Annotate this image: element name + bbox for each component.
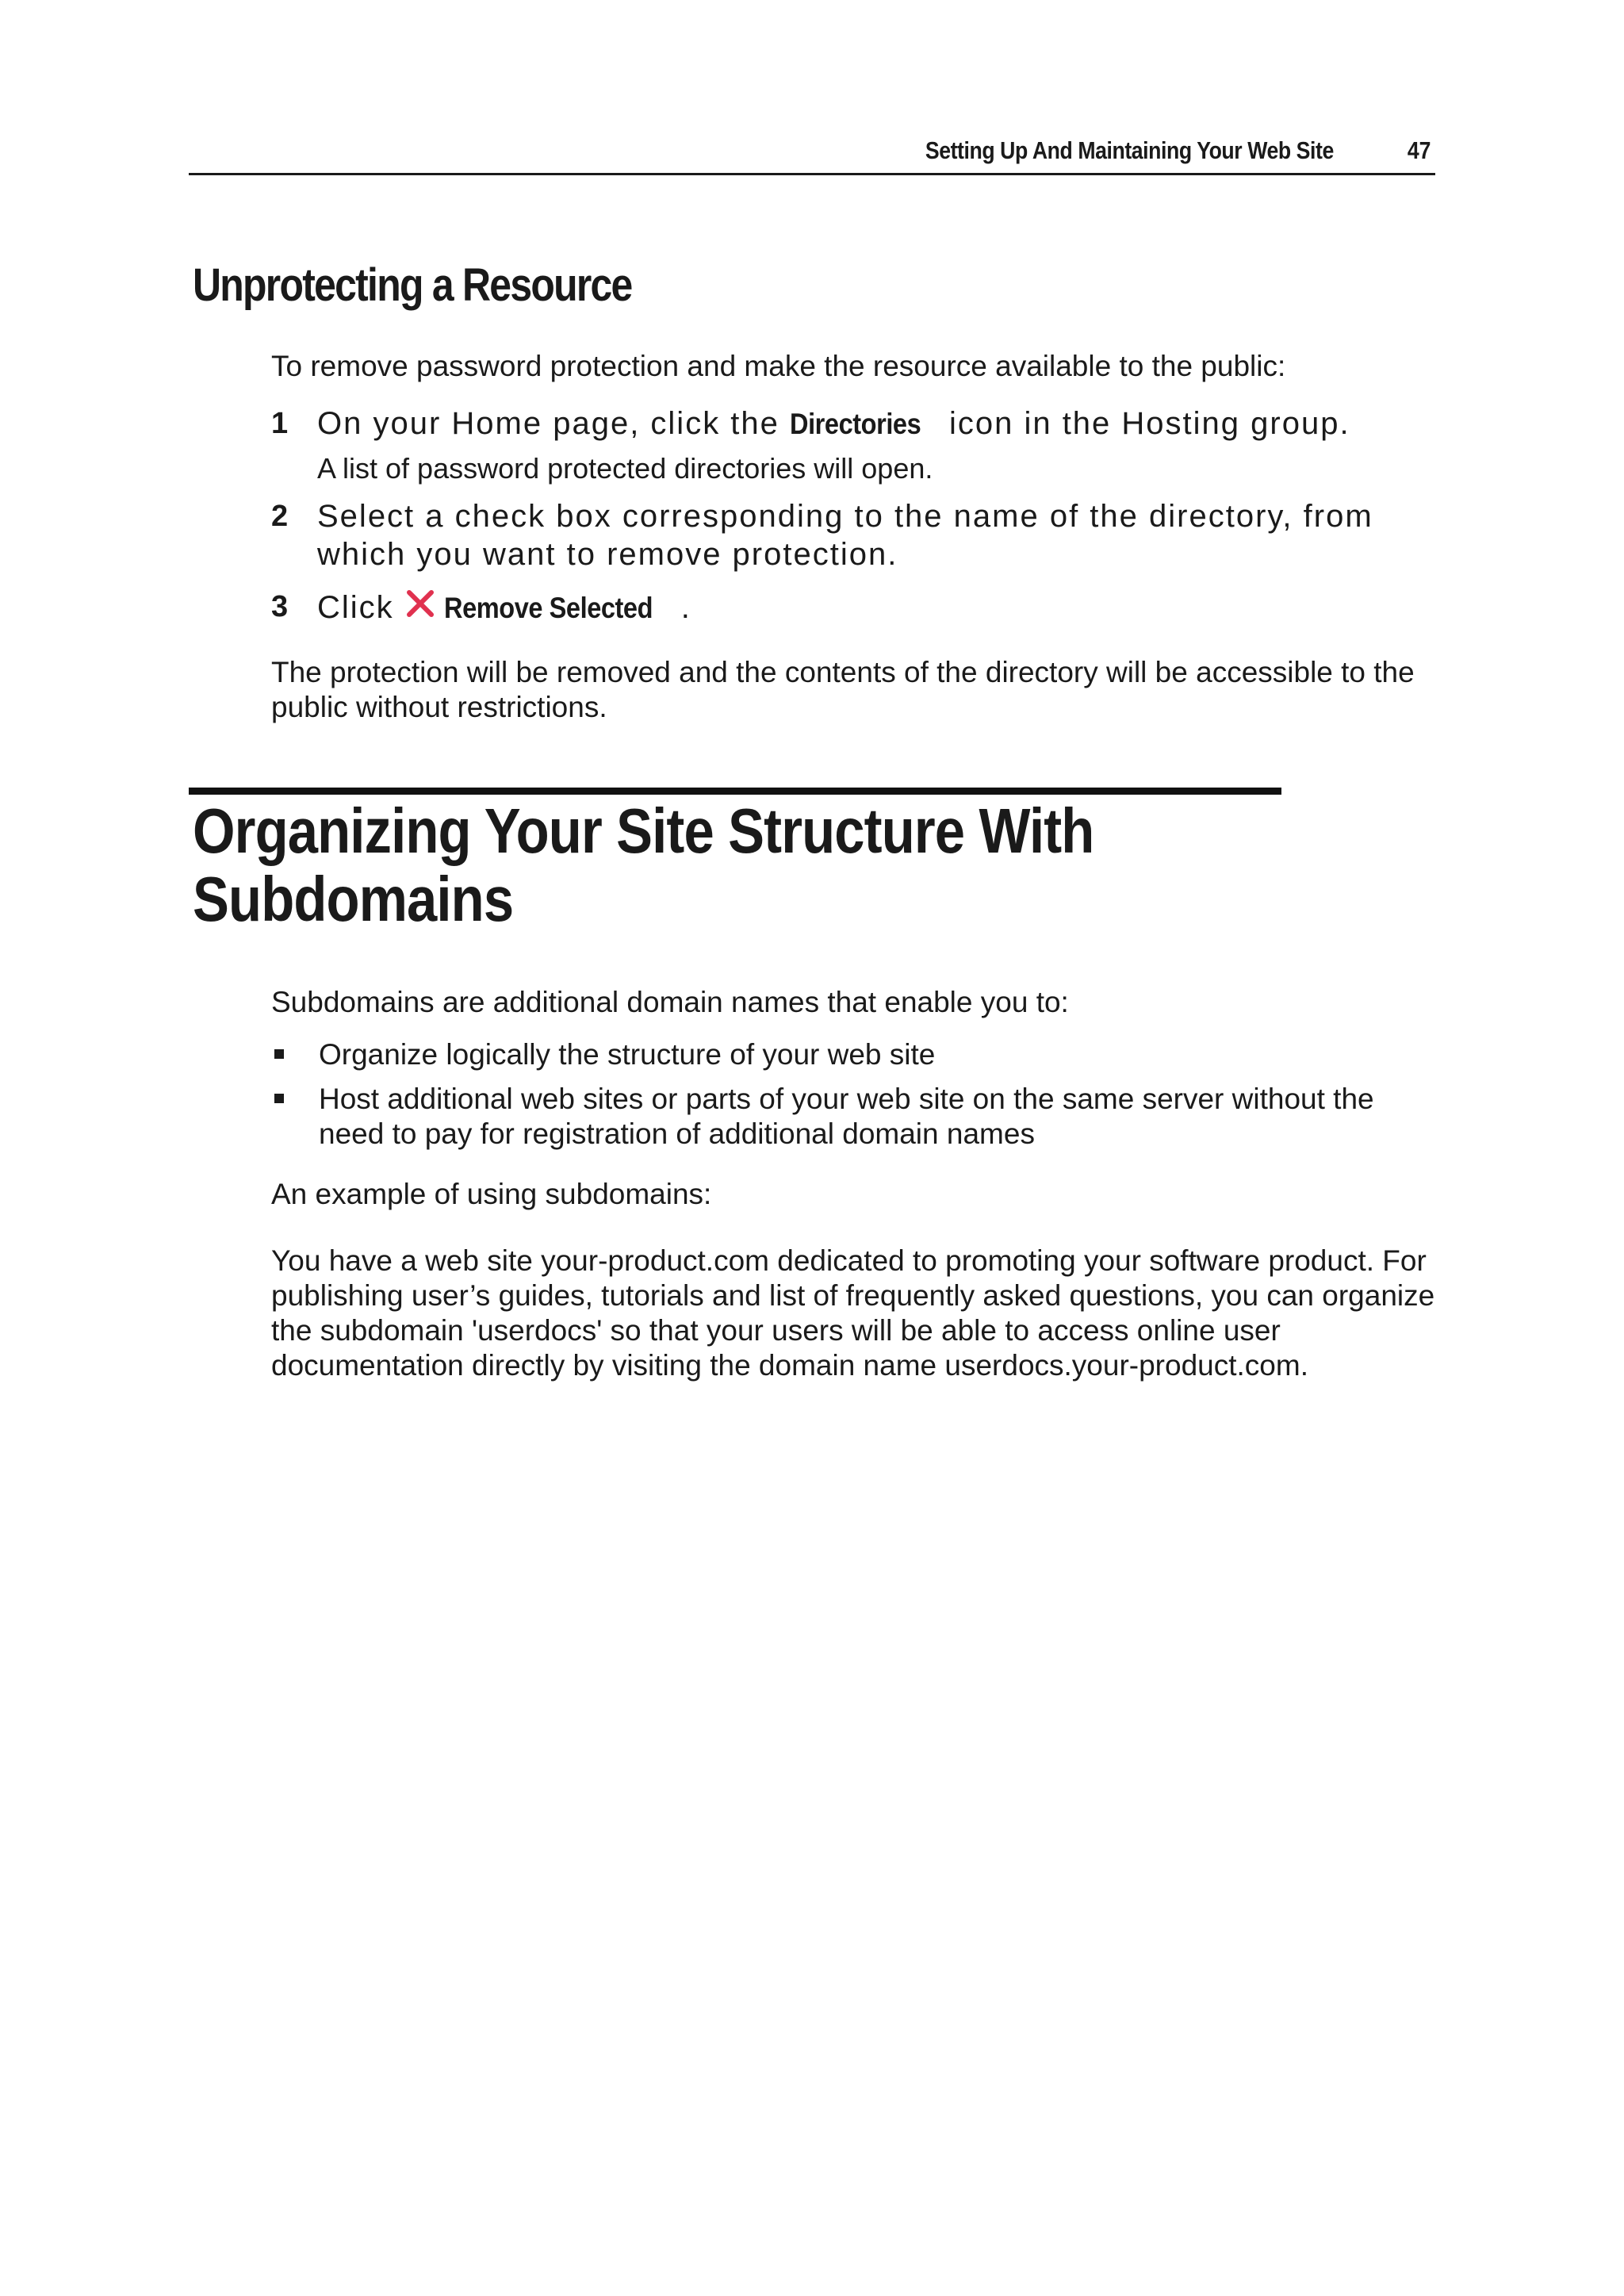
subdomains-intro: Subdomains are additional domain names that enable you to: <box>271 986 1069 1018</box>
unprotect-intro: To remove password protection and make the resource available to the public: <box>271 350 1286 382</box>
example-label: An example of using subdomains: <box>271 1178 712 1210</box>
list-item-text: Host additional web sites or parts of your web site on the same server without the need to pay for registration of additional domain names <box>319 1083 1374 1150</box>
unprotect-outcome: The protection will be removed and the contents of the directory will be accessible to the public without restrictions. <box>271 656 1415 723</box>
chapter-divider <box>189 788 1281 795</box>
remove-x-icon <box>404 588 436 619</box>
list-item <box>271 1082 1437 1152</box>
step-3-text-before: Click <box>317 590 404 625</box>
step-2-text: Select a check box corresponding to the name of the directory, from which you want to remove protection. <box>317 499 1373 572</box>
bullet-square-icon <box>274 1049 284 1059</box>
step-2-number: 2 <box>271 500 289 533</box>
step-1-text-before: On your Home page, click the <box>317 406 791 441</box>
section-heading-subdomains: Organizing Your Site Structure With Subdomains <box>193 795 1094 934</box>
step-3 <box>271 588 1413 627</box>
step-1-number: 1 <box>271 407 289 440</box>
bullet-square-icon <box>274 1094 284 1103</box>
list-item <box>271 1037 1437 1072</box>
step-1 <box>271 404 1413 443</box>
directories-ui-label: Directories <box>790 408 921 440</box>
page-number: 47 <box>1407 136 1431 164</box>
step-1-note: A list of password protected directories will open. <box>317 452 933 485</box>
example-paragraph: You have a web site your-product.com dedicated to promoting your software product. For publishing user’s guides, tutorials and list of frequently asked questions, you can organize the subdomain 'userdocs' so that your users will be able to access online user documentation directly by visiting the domain name userdocs.your-product.com. <box>271 1244 1435 1382</box>
unprotect-steps <box>271 404 1413 627</box>
step-2 <box>271 497 1413 573</box>
section-heading-unprotecting: Unprotecting a Resource <box>193 259 632 311</box>
step-1-text-after: icon in the Hosting group. <box>938 406 1350 441</box>
remove-selected-ui-label: Remove Selected <box>443 592 653 624</box>
step-3-number: 3 <box>271 590 289 623</box>
running-header-title: Setting Up And Maintaining Your Web Site <box>925 136 1334 164</box>
step-3-text-after: . <box>680 590 691 625</box>
list-item-text: Organize logically the structure of your web site <box>319 1038 936 1071</box>
subdomains-benefits-list <box>271 1037 1437 1161</box>
running-header <box>189 135 1435 175</box>
